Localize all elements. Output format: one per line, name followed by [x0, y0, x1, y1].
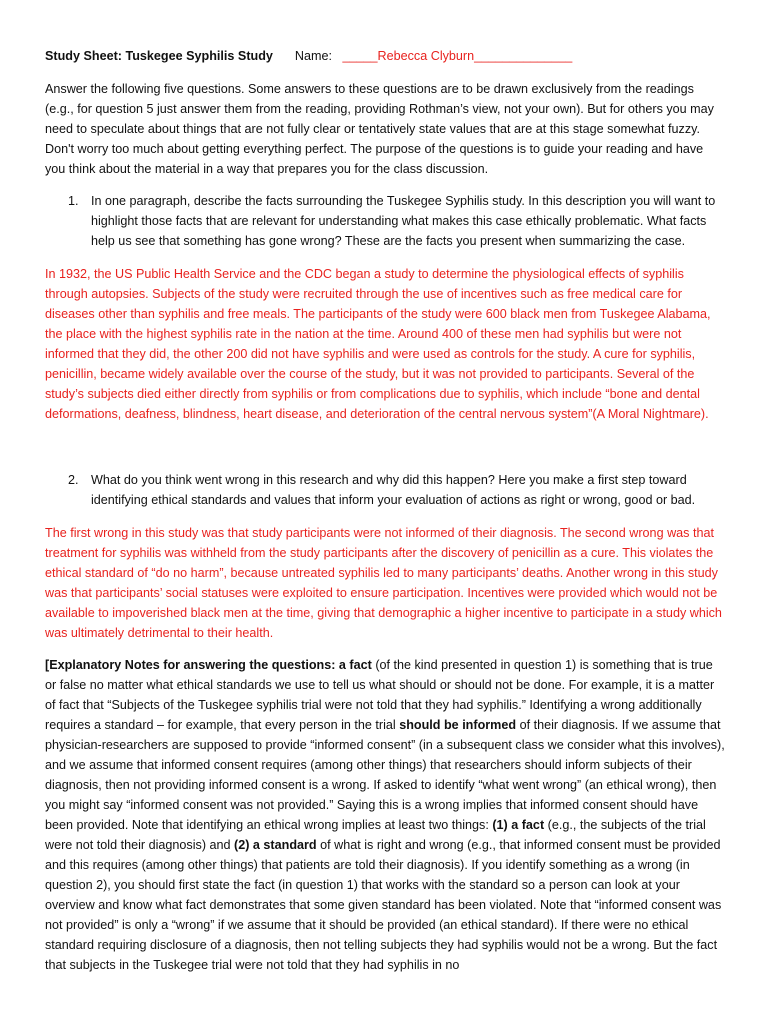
name-label: Name: [294, 49, 332, 63]
name-line-suffix: ______________ [474, 49, 573, 63]
explanatory-notes [45, 655, 725, 975]
question-1-text: In one paragraph, describe the facts surrounding the Tuskegee Syphilis study. In this description you will want to highlight those facts that are relevant for understanding what makes this case ethically problematic. What facts help us see that something has gone wrong? These are the facts you present when summarizing the case. [91, 194, 716, 248]
term-a-fact: a fact [338, 658, 372, 672]
intro-paragraph: Answer the following five questions. Some answers to these questions are to be drawn exclusively from the readings (e.g., for question 5 just answer them from the reading, providing Rothman’s view, not your own). But for others you may need to speculate about things that are not fully clear or tentatively state values that are at this stage somewhat fuzzy. Don't worry too much about getting everything perfect. The purpose of the questions is to guide your reading and have you think about the material in a way that prepares you for the class discussion. [45, 82, 714, 176]
name-line-prefix: _____ [342, 49, 378, 63]
notes-lead: [Explanatory Notes for answering the questions: [45, 658, 336, 672]
notes-text-3: (e.g., the subjects of the trial were not told their diagnosis) and [45, 818, 706, 852]
page-title: Study Sheet: Tuskegee Syphilis Study [45, 49, 273, 63]
question-2-number: 2. [68, 473, 79, 487]
answer-2: The first wrong in this study was that study participants were not informed of their diagnosis. The second wrong was that treatment for syphilis was withheld from the study participants after the discovery of penicillin as a cure. This violates the ethical standard of “do no harm”, because untreated syphilis led to many participants’ deaths. Another wrong in this study was that participants’ social statuses were exploited to ensure participation. Incentives were provided which would not be available to impoverished black men at the time, giving that demographic a higher incentive to participate in a study which was ultimately detrimental to their health. [45, 526, 722, 640]
answer-1: In 1932, the US Public Health Service and the CDC began a study to determine the physiological effects of syphilis through autopsies. Subjects of the study were recruited through the use of incentives such as free medical care for diseases other than syphilis and free meals. The participants of the study were 600 black men from Tuskegee Alabama, the place with the highest syphilis rate in the nation at the time. Around 400 of these men had syphilis but were not informed that they did, the other 200 did not have syphilis and were used as controls for the study. A cure for syphilis, penicillin, became widely available over the course of the study, but it was not provided to participants. Several of the study’s subjects died either directly from syphilis or from complications due to syphilis, which include “bone and dental deformations, deafness, blindness, heart disease, and deterioration of the central nervous system”(A Moral Nightmare). [45, 267, 711, 421]
term-two-a-standard: (2) a standard [234, 838, 317, 852]
question-1 [68, 191, 728, 251]
question-2-text: What do you think went wrong in this research and why did this happen? Here you make a first step toward identifying ethical standards and values that inform your evaluation of actions as right or wrong, good or bad. [91, 473, 696, 507]
notes-text-4: of what is right and wrong (e.g., that informed consent must be provided and this requires (among other things) that patients are told their diagnosis). If you identify something as a wrong (in question 2), you should first state the fact (in question 1) that works with the standard so a person can look at your overview and know what fact demonstrates that some given standard has been violated. Note that “informed consent was not provided” is only a “wrong” if we assume that it should be provided (an ethical standard). If there were no ethical standard requiring disclosure of a diagnosis, then not telling subjects they had syphilis would not be a wrong. But the fact that subjects in the Tuskegee trial were not told that they had syphilis in no [45, 838, 722, 972]
question-2 [68, 470, 728, 510]
term-one-a-fact: (1) a fact [492, 818, 545, 832]
student-name: Rebecca Clyburn [377, 49, 475, 63]
notes-text-2: of their diagnosis. If we assume that physician-researchers are supposed to provide “informed consent” (in a subsequent class we consider what this involves), and we assume that informed consent requires (among other things) that researchers should inform subjects of their diagnosis, then not providing informed consent is a wrong. If asked to identify “what went wrong” (an ethical wrong), then you might say “informed consent was not provided.” Saying this is a wrong implies that informed consent should have been provided. Note that identifying an ethical wrong implies at least two things: [45, 718, 725, 832]
term-should-be-informed: should be informed [399, 718, 517, 732]
notes-text-1: (of the kind presented in question 1) is something that is true or false no matter what ethical standards we use to tell us what should or should not be done. For example, it is a matter of fact that “Subjects of the Tuskegee syphilis trial were not told that they had syphilis.” Identifying a wrong additionally requires a standard – for example, that every person in the trial [45, 658, 715, 732]
study-sheet-header [45, 46, 725, 66]
question-1-number: 1. [68, 194, 79, 208]
